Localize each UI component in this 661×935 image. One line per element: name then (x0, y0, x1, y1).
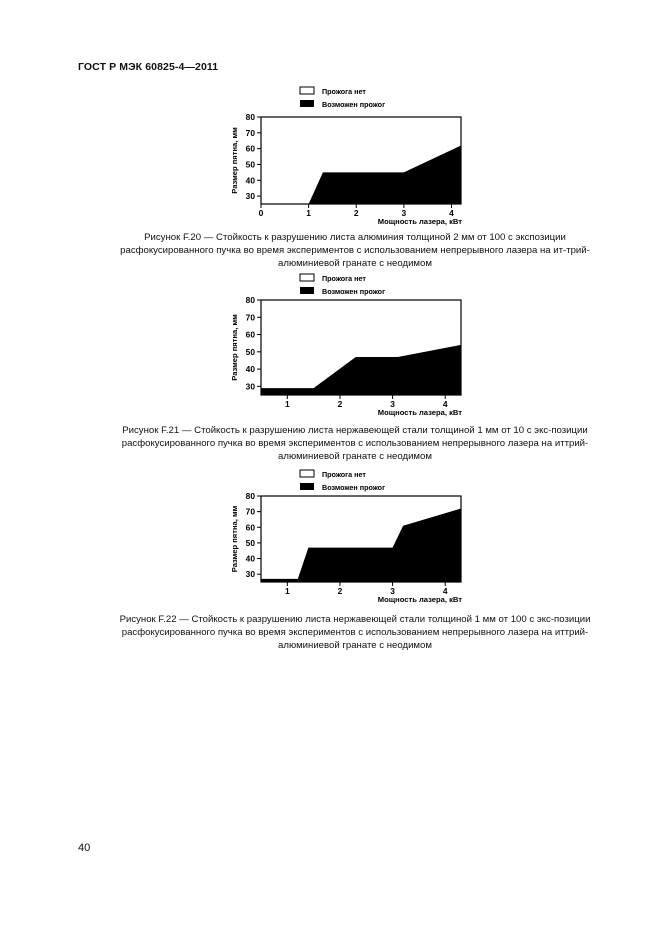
legend-swatch-burn (300, 100, 314, 107)
legend-label-burn: Возможен прожог (322, 483, 386, 492)
legend-label-no-burn: Прожога нет (322, 87, 366, 96)
legend-label-burn: Возможен прожог (322, 287, 386, 296)
x-tick-label: 4 (442, 399, 448, 409)
x-tick-label: 4 (449, 208, 454, 218)
y-tick-label: 70 (245, 127, 255, 138)
y-tick-label: 50 (245, 159, 255, 170)
burn-area (261, 345, 461, 395)
x-tick-label: 3 (390, 586, 395, 596)
y-tick-label: 60 (245, 522, 255, 533)
burn-area (261, 509, 461, 582)
figure-f21 (0, 271, 661, 462)
x-tick-label: 3 (401, 208, 407, 218)
y-tick-label: 50 (245, 537, 255, 548)
x-tick-label: 3 (390, 399, 395, 409)
y-tick-label: 40 (245, 364, 255, 375)
burn-area (309, 145, 461, 204)
document-header: ГОСТ Р МЭК 60825-4—2011 (78, 61, 219, 73)
y-tick-label: 70 (245, 312, 255, 323)
y-tick-label: 80 (245, 491, 255, 501)
legend-swatch-no-burn (300, 87, 314, 94)
y-tick-label: 40 (245, 175, 255, 186)
legend-label-no-burn: Прожога нет (322, 274, 366, 283)
chart-f22 (0, 465, 661, 615)
y-tick-label: 40 (245, 553, 255, 564)
x-axis-label: Мощность лазера, кВт (377, 408, 462, 417)
x-tick-label: 1 (306, 208, 311, 218)
caption-f20: Рисунок F.20 — Стойкость к разрушению листа алюминия толщиной 2 мм от 100 с экспозиции расфокусированного пучка во время экспериментов с использованием непрерывного лазера на ит-трий-алюминиевой гранате с неодимом (120, 232, 590, 269)
y-tick-label: 50 (245, 346, 255, 357)
x-tick-label: 2 (353, 208, 359, 218)
x-axis-label: Мощность лазера, кВт (377, 217, 462, 226)
legend-label-burn: Возможен прожог (322, 100, 386, 109)
x-tick-label: 2 (337, 586, 343, 596)
caption-f22: Рисунок F.22 — Стойкость к разрушению листа нержавеющей стали толщиной 1 мм от 100 с экс-позиции расфокусированного пучка во время экспериментов с использованием непрерывного лазера на иттрий-алюминиевой гранате с неодимом (119, 614, 591, 651)
legend-swatch-no-burn (300, 274, 314, 281)
caption-f21: Рисунок F.21 — Стойкость к разрушению листа нержавеющей стали толщиной 1 мм от 10 с экс-позиции расфокусированного пучка во время экспериментов с использованием непрерывного лазера на иттрий-алюминиевой гранате с неодимом (121, 425, 589, 462)
y-tick-label: 60 (245, 329, 255, 340)
y-tick-label: 30 (245, 381, 255, 392)
y-axis-label: Размер пятна, мм (230, 505, 239, 573)
legend-swatch-burn (300, 287, 314, 294)
y-axis-label: Размер пятна, мм (230, 127, 239, 194)
page-number: 40 (78, 842, 91, 854)
x-axis-label: Мощность лазера, кВт (377, 595, 462, 604)
x-tick-label: 0 (258, 208, 264, 218)
y-tick-label: 30 (245, 191, 255, 202)
figure-f22 (0, 465, 661, 651)
x-tick-label: 1 (284, 399, 290, 409)
y-tick-label: 70 (245, 506, 255, 517)
y-tick-label: 80 (245, 295, 255, 305)
chart-f21 (0, 271, 661, 421)
figure-f20 (0, 80, 661, 269)
y-axis-label: Размер пятна, мм (230, 314, 239, 381)
x-tick-label: 4 (442, 586, 448, 596)
chart-f20 (0, 80, 661, 230)
legend-label-no-burn: Прожога нет (322, 470, 366, 479)
x-tick-label: 1 (284, 586, 290, 596)
x-tick-label: 2 (337, 399, 343, 409)
y-tick-label: 80 (245, 112, 255, 122)
legend-swatch-burn (300, 483, 314, 490)
legend-swatch-no-burn (300, 470, 314, 477)
y-tick-label: 30 (245, 569, 255, 580)
y-tick-label: 60 (245, 143, 255, 154)
